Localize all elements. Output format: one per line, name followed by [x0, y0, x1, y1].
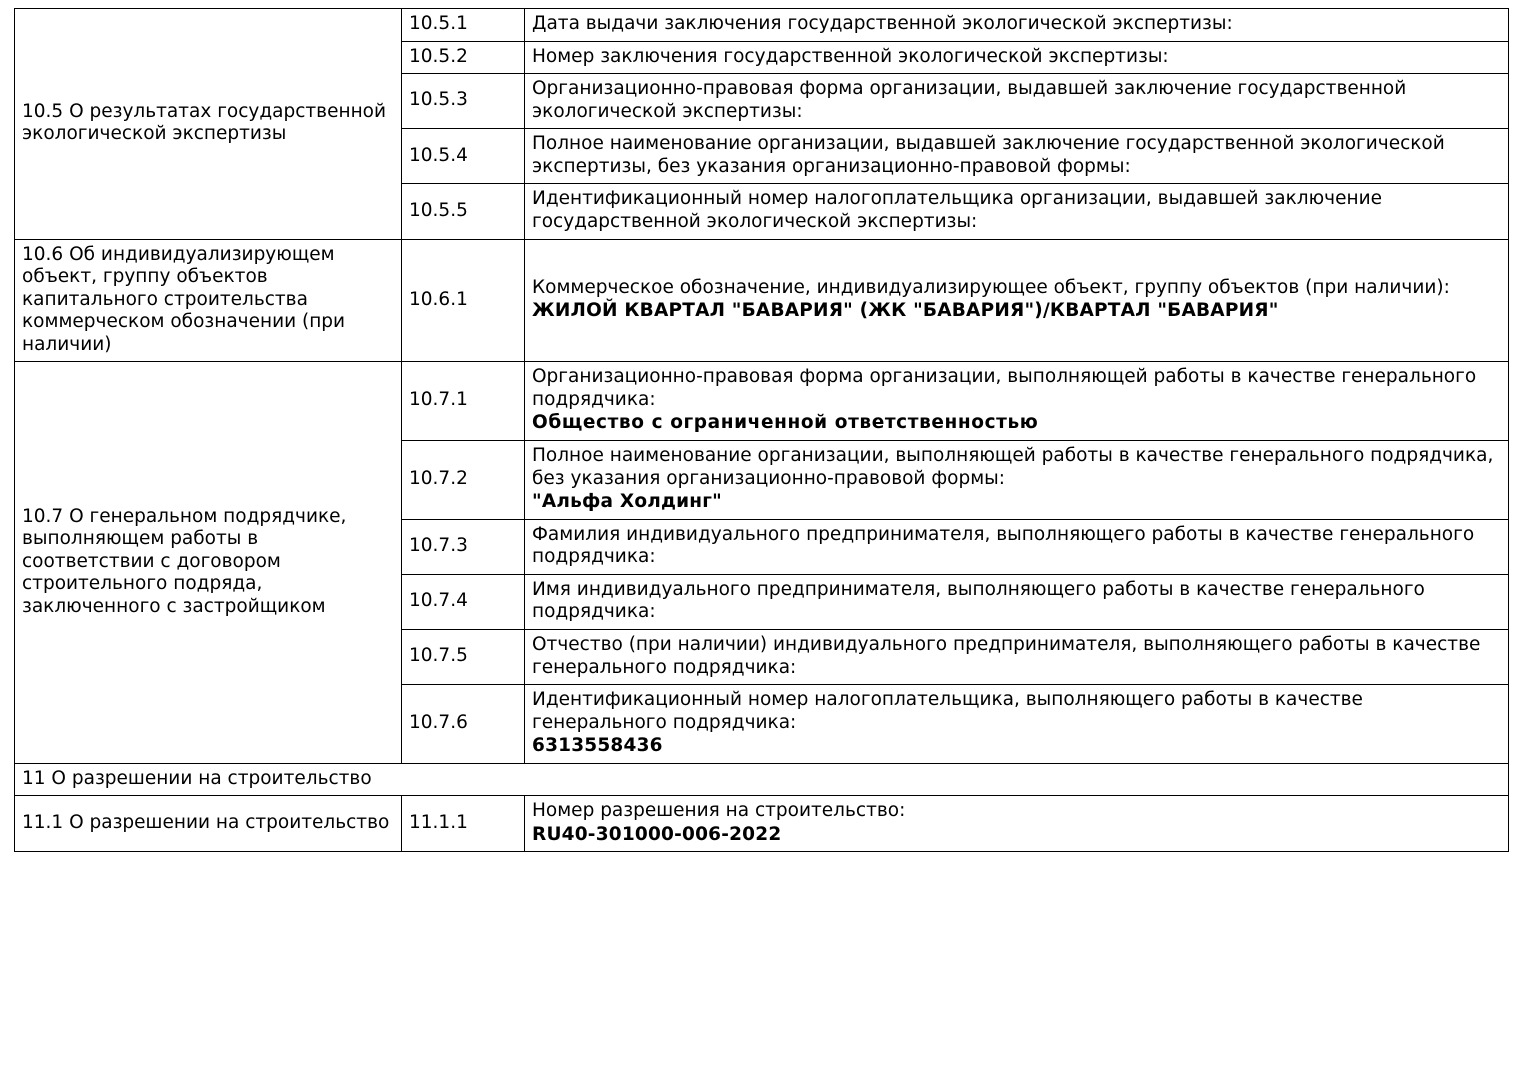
field-value: 6313558436: [532, 735, 663, 757]
field-value: ЖИЛОЙ КВАРТАЛ "БАВАРИЯ" (ЖК "БАВАРИЯ")/КВАРТАЛ "БАВАРИЯ": [532, 300, 1279, 322]
row-number-cell: 10.7.1: [402, 362, 525, 441]
field-label: Номер заключения государственной экологической экспертизы:: [532, 45, 1169, 67]
row-content-cell: [525, 9, 1509, 42]
table-body: [15, 9, 1509, 852]
row-number-cell: 10.5.2: [402, 41, 525, 74]
section-header-cell: 11 О разрешении на строительство: [15, 763, 1509, 796]
field-label: Имя индивидуального предпринимателя, выполняющего работы в качестве генерального подрядчика:: [532, 578, 1425, 623]
row-content-cell: [525, 362, 1509, 441]
field-label: Дата выдачи заключения государственной экологической экспертизы:: [532, 13, 1233, 34]
section-title-cell: 10.7 О генеральном подрядчике, выполняющем работы в соответствии с договором строительного подряда, заключенного с застройщиком: [15, 362, 402, 763]
field-label: Отчество (при наличии) индивидуального предпринимателя, выполняющего работы в качестве генерального подрядчика:: [532, 633, 1481, 678]
row-number-cell: 11.1.1: [402, 796, 525, 852]
row-number-cell: 10.6.1: [402, 239, 525, 362]
field-label: Номер разрешения на строительство:: [532, 800, 906, 822]
row-number-cell: 10.5.1: [402, 9, 525, 42]
row-content-cell: [525, 41, 1509, 74]
table-row: [15, 9, 1509, 42]
table-row: [15, 239, 1509, 362]
section-title-cell: 11.1 О разрешении на строительство: [15, 796, 402, 852]
row-number-cell: 10.5.4: [402, 129, 525, 184]
row-content-cell: [525, 441, 1509, 520]
table-section-header-row: [15, 763, 1509, 796]
row-content-cell: [525, 574, 1509, 629]
row-content-cell: [525, 796, 1509, 852]
row-number-cell: 10.7.4: [402, 574, 525, 629]
field-label: Полное наименование организации, выполняющей работы в качестве генерального подрядчика, без указания организационно-правовой формы:: [532, 445, 1494, 489]
row-content-cell: [525, 129, 1509, 184]
row-content-cell: [525, 184, 1509, 239]
row-number-cell: 10.5.3: [402, 74, 525, 129]
row-content-cell: [525, 519, 1509, 574]
row-number-cell: 10.7.3: [402, 519, 525, 574]
field-value: RU40-301000-006-2022: [532, 823, 782, 845]
row-content-cell: [525, 685, 1509, 764]
field-label: Идентификационный номер налогоплательщика организации, выдавшей заключение государственной экологической экспертизы:: [532, 188, 1382, 232]
row-content-cell: [525, 239, 1509, 362]
field-label: Организационно-правовая форма организации, выполняющей работы в качестве генерального подрядчика:: [532, 366, 1477, 410]
section-title-cell: 10.6 Об индивидуализирующем объект, группу объектов капитального строительства коммерческом обозначении (при наличии): [15, 239, 402, 362]
row-number-cell: 10.7.2: [402, 441, 525, 520]
field-value: "Альфа Холдинг": [532, 491, 722, 513]
field-label: Коммерческое обозначение, индивидуализирующее объект, группу объектов (при наличии):: [532, 276, 1450, 298]
row-number-cell: 10.7.5: [402, 629, 525, 684]
field-label: Организационно-правовая форма организации, выдавшей заключение государственной экологической экспертизы:: [532, 78, 1407, 122]
table-row: [15, 796, 1509, 852]
field-label: Фамилия индивидуального предпринимателя, выполняющего работы в качестве генерального подрядчика:: [532, 523, 1475, 568]
field-label: Идентификационный номер налогоплательщика, выполняющего работы в качестве генерального подрядчика:: [532, 689, 1363, 733]
row-content-cell: [525, 74, 1509, 129]
construction-declaration-table: [14, 8, 1509, 852]
field-value: Общество с ограниченной ответственностью: [532, 412, 1039, 434]
row-number-cell: 10.7.6: [402, 685, 525, 764]
table-row: [15, 362, 1509, 441]
row-content-cell: [525, 629, 1509, 684]
row-number-cell: 10.5.5: [402, 184, 525, 239]
field-label: Полное наименование организации, выдавшей заключение государственной экологической экспертизы, без указания организационно-правовой формы:: [532, 133, 1445, 177]
section-title-cell: 10.5 О результатах государственной экологической экспертизы: [15, 9, 402, 240]
